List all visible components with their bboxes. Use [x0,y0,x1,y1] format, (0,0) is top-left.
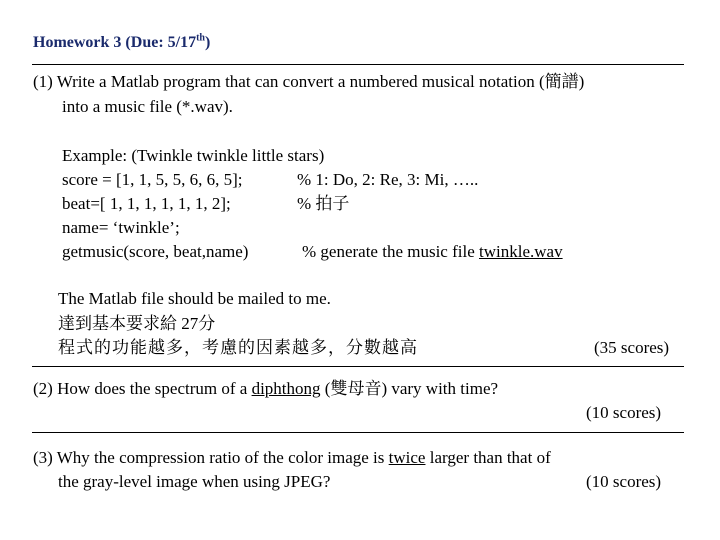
q3-text-pre: (3) Why the compression ratio of the color image is [33,448,389,467]
q3-line2: the gray-level image when using JPEG? [58,472,331,491]
title-prefix: Homework 3 (Due: 5/17 [33,34,197,51]
q3-text-post: larger than that of [425,448,551,467]
q2-text-pre: (2) How does the spectrum of a [33,379,252,398]
code-comment-beat: % 拍子 [297,194,350,213]
basic-requirement: 達到基本要求給 27分 [58,314,216,333]
code-comment-getmusic [302,241,563,263]
q1-score: (35 scores) [594,338,670,357]
extra-credit-note: 程式的功能越多，考慮的因素越多，分數越高 [58,338,418,357]
comment-text: % generate the music file [302,242,480,261]
divider-q3 [32,432,684,433]
q3-score: (10 scores) [586,472,662,491]
q2-term: diphthong [251,379,321,398]
code-comment-score: % 1: Do, 2: Re, 3: Mi, ….. [297,170,479,189]
q2-score: (10 scores) [586,403,662,422]
twinkle-wav-filename: twinkle.wav [479,242,563,261]
q2-text-post: (雙母音) vary with time? [320,379,499,398]
mail-note: The Matlab file should be mailed to me. [58,289,331,308]
q3-term: twice [388,448,426,467]
code-line-beat: beat=[ 1, 1, 1, 1, 1, 1, 2]; [62,194,231,213]
divider-q2 [32,366,684,367]
code-line-name: name= ‘twinkle’; [62,218,180,237]
example-title: Example: (Twinkle twinkle little stars) [62,146,325,165]
code-line-getmusic: getmusic(score, beat,name) [62,242,249,261]
q1-line1: (1) Write a Matlab program that can convert a numbered musical notation (簡譜) [33,72,585,91]
page-title [33,32,210,54]
q1-line2: into a music file (*.wav). [62,97,233,116]
divider-top [32,64,684,65]
title-suffix: ) [205,34,211,51]
title-superscript: th [196,32,205,44]
q2-line1 [33,378,498,400]
q3-line1 [33,447,551,469]
code-line-score: score = [1, 1, 5, 5, 6, 6, 5]; [62,170,243,189]
